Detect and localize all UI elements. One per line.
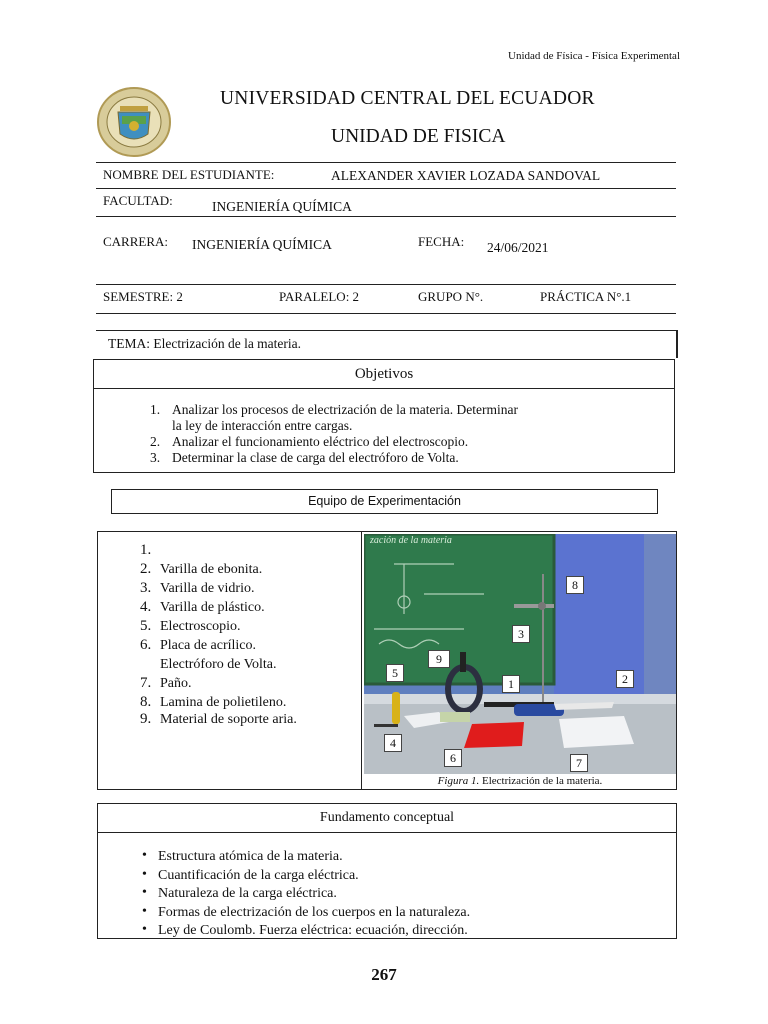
career-value: INGENIERÍA QUÍMICA <box>192 237 332 252</box>
equipment-divider <box>361 532 362 789</box>
equipment-title: Equipo de Experimentación <box>308 494 461 508</box>
unit-title: UNIDAD DE FISICA <box>331 126 506 147</box>
page-number: 267 <box>371 965 397 984</box>
fundamentals-title: Fundamento conceptual <box>319 810 455 825</box>
figure-label: Figura 1. <box>437 775 480 787</box>
equipment-item: 3. Varilla de vidrio. <box>140 580 255 596</box>
figure-tag: 7 <box>570 754 588 772</box>
info-rule-3 <box>96 284 676 285</box>
figure-caption-text: Electrización de la materia. <box>481 775 603 787</box>
objective-item: 3. Determinar la clase de carga del electróforo de Volta. <box>150 450 459 465</box>
name-label: NOMBRE DEL ESTUDIANTE: <box>103 167 275 182</box>
equipment-table <box>97 531 677 790</box>
figure-caption <box>364 775 676 787</box>
topic-text: TEMA: Electrización de la materia. <box>108 336 302 351</box>
figure-tag: 9 <box>428 650 450 668</box>
fundamental-item: • Naturaleza de la carga eléctrica. <box>142 885 337 901</box>
figure-tag: 5 <box>386 664 404 682</box>
fundamentals-body <box>97 832 677 939</box>
figure-tag: 3 <box>512 625 530 643</box>
objectives-title: Objetivos <box>354 366 414 382</box>
practice-field: PRÁCTICA N°.1 <box>540 289 632 304</box>
equipment-item: 9. Material de soporte aria. <box>140 711 297 727</box>
figure-tag: 4 <box>384 734 402 752</box>
equipment-header <box>111 489 658 514</box>
figure-tag: 6 <box>444 749 462 767</box>
career-label: CARRERA: <box>103 234 169 249</box>
fundamental-item: • Ley de Coulomb. Fuerza eléctrica: ecuación, dirección. <box>142 922 468 938</box>
semester-field: SEMESTRE: 2 <box>103 289 183 304</box>
group-field: GRUPO N°. <box>418 289 484 304</box>
board-text: zación de la materia <box>370 535 452 546</box>
info-top-rule <box>96 162 676 163</box>
objectives-header <box>93 359 675 389</box>
equipment-item: 6. Placa de acrílico. <box>140 637 257 653</box>
figure-tag: 1 <box>502 675 520 693</box>
objective-item: 2. Analizar el funcionamiento eléctrico del electroscopio. <box>150 434 469 449</box>
objectives-body <box>93 388 675 473</box>
equipment-list <box>140 541 355 727</box>
faculty-label: FACULTAD: <box>103 193 173 208</box>
running-head: Unidad de Física - Física Experimental <box>508 50 680 62</box>
equipment-item: 4. Varilla de plástico. <box>140 599 265 615</box>
equipment-item: 7. Paño. <box>140 675 192 691</box>
university-seal-logo <box>96 86 172 158</box>
parallel-field: PARALELO: 2 <box>279 289 360 304</box>
equipment-item: 1. <box>140 542 152 558</box>
figure-tag: 2 <box>616 670 634 688</box>
fundamentals-list <box>142 848 662 941</box>
equipment-item: 5. Electroscopio. <box>140 618 241 634</box>
faculty-value: INGENIERÍA QUÍMICA <box>212 199 352 214</box>
info-rule-1 <box>96 188 676 189</box>
topic-box <box>96 330 678 358</box>
objectives-list <box>146 402 646 466</box>
date-value: 24/06/2021 <box>487 240 549 255</box>
equipment-item: 2. Varilla de ebonita. <box>140 561 263 577</box>
fundamental-item: • Formas de electrización de los cuerpos en la naturaleza. <box>142 903 471 920</box>
date-label: FECHA: <box>418 234 465 249</box>
fundamental-item: • Cuantificación de la carga eléctrica. <box>142 866 359 883</box>
fundamental-item: • Estructura atómica de la materia. <box>142 848 343 864</box>
equipment-item: Electróforo de Volta. <box>160 657 277 672</box>
university-title: UNIVERSIDAD CENTRAL DEL ECUADOR <box>220 88 595 109</box>
info-rule-2 <box>96 216 676 217</box>
info-bottom-rule <box>96 313 676 314</box>
lab-scene-image <box>364 534 676 774</box>
equipment-item: 8. Lamina de polietileno. <box>140 694 287 710</box>
name-value: ALEXANDER XAVIER LOZADA SANDOVAL <box>331 168 601 183</box>
experiment-figure <box>364 534 676 774</box>
fundamentals-header <box>97 803 677 833</box>
figure-tag: 8 <box>566 576 584 594</box>
objective-item: 1. Analizar los procesos de electrización de la materia. Determinar la ley de interacción entre cargas. <box>150 402 518 433</box>
